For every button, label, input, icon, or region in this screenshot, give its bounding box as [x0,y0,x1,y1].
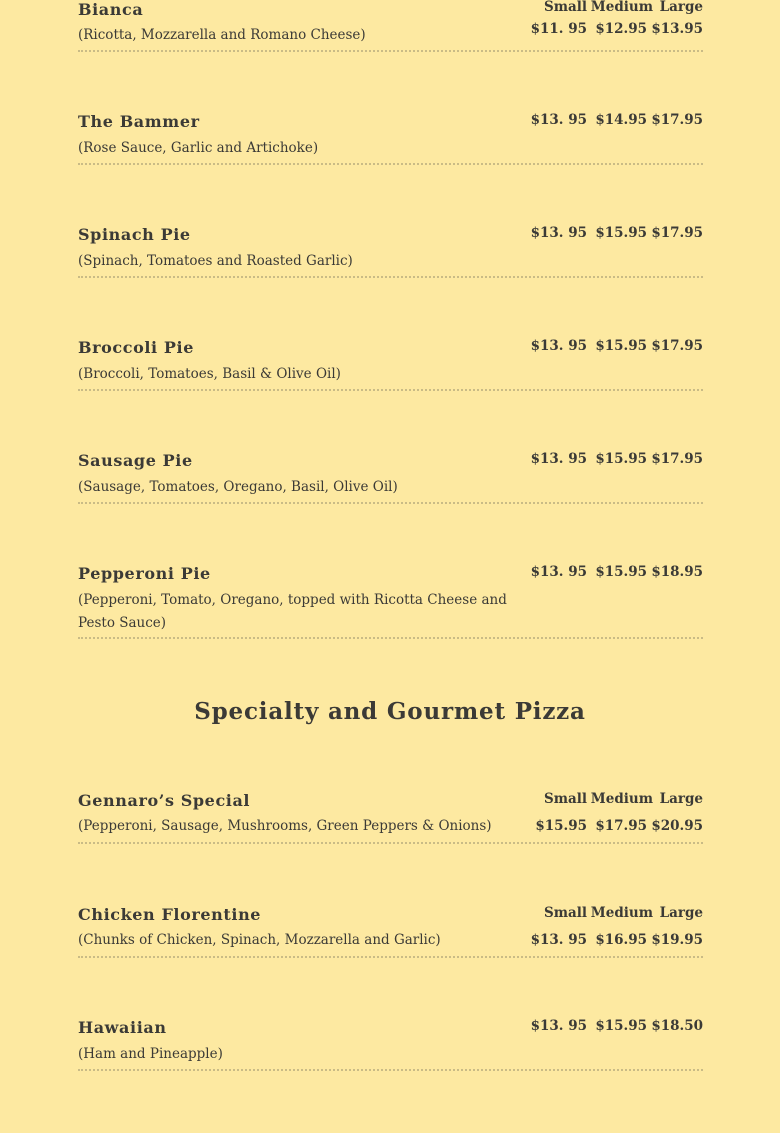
price-medium: $16.95 [595,932,647,948]
item-description: (Sausage, Tomatoes, Oregano, Basil, Olive Oil) [78,479,398,495]
price-small: $13. 95 [530,932,587,948]
price-small: $13. 95 [530,225,587,241]
size-header [527,791,703,807]
price-medium: $14.95 [595,112,647,128]
section-title: Specialty and Gourmet Pizza [194,698,586,725]
menu-item-gennaros-special [78,789,703,844]
menu-item-broccoli-pie [78,338,703,391]
price-large: $17.95 [651,225,703,241]
item-description: (Pepperoni, Tomato, Oregano, topped with Ricotta Cheese and Pesto Sauce) [78,592,507,631]
price-large: $17.95 [651,338,703,354]
item-name: Chicken Florentine [78,905,262,924]
menu-item-chicken-florentine [78,903,703,958]
size-small-label: Small [543,791,587,807]
size-medium-label: Medium [590,791,653,807]
price-medium: $15.95 [595,564,647,580]
price-large: $18.95 [651,564,703,580]
item-description: (Broccoli, Tomatoes, Basil & Olive Oil) [78,366,341,382]
price-medium: $12.95 [595,21,647,37]
price-row [527,932,703,948]
item-name: Sausage Pie [78,451,193,470]
size-small-label: Small [543,905,587,921]
menu-item-pepperoni-pie [78,564,703,639]
size-medium-label: Medium [590,0,653,15]
size-large-label: Large [659,905,703,921]
price-large: $17.95 [651,112,703,128]
price-row [527,564,703,580]
price-large: $18.50 [651,1018,703,1034]
price-small: $13. 95 [530,112,587,128]
price-large: $20.95 [651,818,703,834]
price-row [527,225,703,241]
item-description: (Spinach, Tomatoes and Roasted Garlic) [78,253,353,269]
item-description: (Ham and Pineapple) [78,1046,223,1062]
size-header [527,0,703,15]
price-medium: $15.95 [595,225,647,241]
price-medium: $15.95 [595,1018,647,1034]
size-medium-label: Medium [590,905,653,921]
menu-item-spinach-pie [78,225,703,278]
price-small: $13. 95 [530,338,587,354]
price-row [527,818,703,834]
size-large-label: Large [659,791,703,807]
price-small: $11. 95 [530,21,587,37]
item-name: Pepperoni Pie [78,564,211,583]
price-row [527,21,703,37]
price-row [527,112,703,128]
item-description: (Rose Sauce, Garlic and Artichoke) [78,140,319,156]
item-description: (Pepperoni, Sausage, Mushrooms, Green Peppers & Onions) [78,818,492,834]
item-description: (Chunks of Chicken, Spinach, Mozzarella and Garlic) [78,932,441,948]
price-row [527,338,703,354]
item-name: The Bammer [78,112,200,131]
menu-item-the-bammer [78,112,703,165]
price-large: $19.95 [651,932,703,948]
size-header [527,905,703,921]
item-name: Broccoli Pie [78,338,194,357]
menu-item-hawaiian [78,1018,703,1071]
size-small-label: Small [543,0,587,15]
price-large: $13.95 [651,21,703,37]
item-name: Hawaiian [78,1018,167,1037]
menu-item-sausage-pie [78,451,703,504]
price-small: $15.95 [535,818,587,834]
price-small: $13. 95 [530,1018,587,1034]
price-small: $13. 95 [530,564,587,580]
price-small: $13. 95 [530,451,587,467]
price-medium: $17.95 [595,818,647,834]
menu-item-bianca [78,0,703,52]
item-name: Bianca [78,0,144,19]
price-medium: $15.95 [595,451,647,467]
size-large-label: Large [659,0,703,15]
item-name: Spinach Pie [78,225,191,244]
price-row [527,1018,703,1034]
price-large: $17.95 [651,451,703,467]
price-row [527,451,703,467]
price-medium: $15.95 [595,338,647,354]
item-name: Gennaro’s Special [78,791,251,810]
item-description: (Ricotta, Mozzarella and Romano Cheese) [78,27,366,43]
